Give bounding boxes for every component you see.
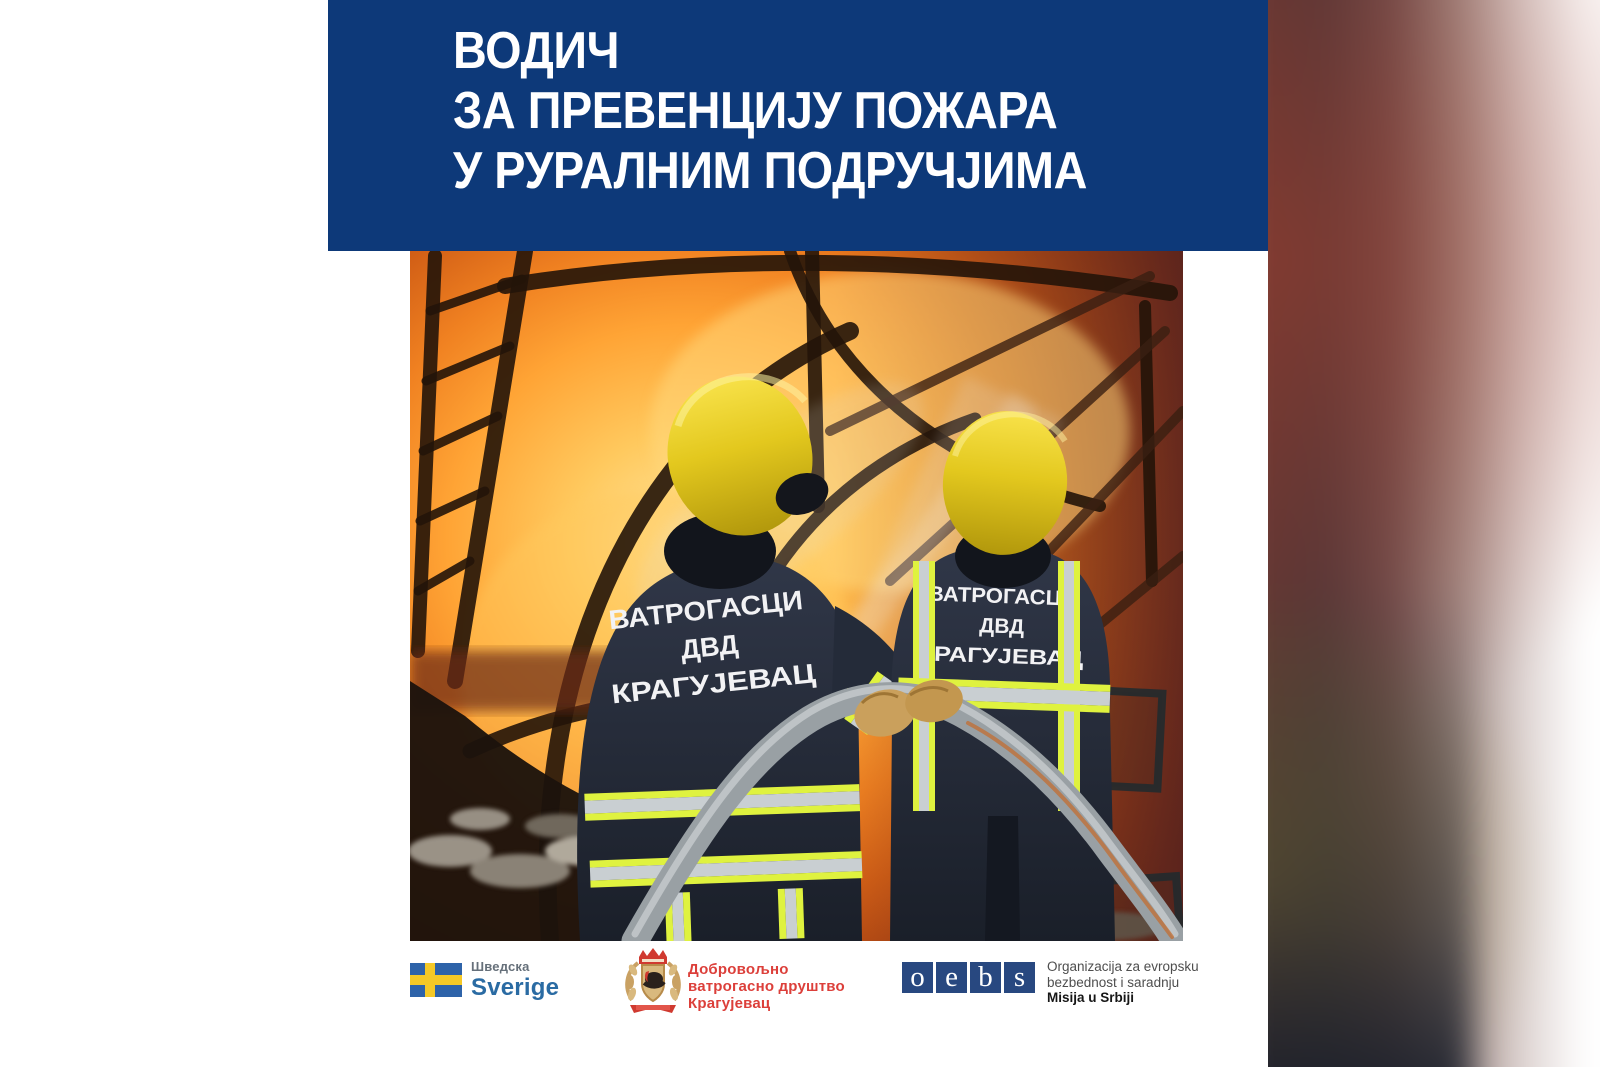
jacket-text-left-1: ВАТРОГАСЦИ [607, 586, 792, 636]
oebs-letter-b: b [970, 962, 1001, 993]
oebs-logo-text [1047, 959, 1199, 1006]
oebs-letter-s: s [1004, 962, 1035, 993]
fire-scene [410, 251, 1183, 941]
sweden-label-cyrillic: Шведска [471, 959, 530, 974]
oebs-letter-o: o [902, 962, 933, 993]
oebs-text-line-2: bezbednost i saradnju [1047, 974, 1180, 990]
jacket-text-left-3: КРАГУЈЕВАЦ [609, 661, 787, 710]
title-line-1: ВОДИЧ [453, 22, 620, 80]
oebs-text-line-3: Misija u Srbiji [1047, 990, 1135, 1005]
sweden-wordmark: Sverige [471, 974, 560, 1001]
blurred-background-left [0, 0, 365, 1067]
title-line-2: ЗА ПРЕВЕНЦИЈУ ПОЖАРА [453, 82, 1058, 140]
sweden-flag-cross-horizontal [410, 975, 462, 985]
title-line-3: У РУРАЛНИМ ПОДРУЧЈИМА [453, 142, 1087, 200]
jacket-text-right-3: КРАГУЈЕВАЦ [917, 642, 1055, 670]
sweden-logo [471, 959, 559, 1002]
jacket-text-left-2: ДВД [679, 629, 740, 665]
page-title [453, 21, 1157, 201]
oebs-wordmark [902, 962, 1038, 993]
dvd-text-line-1: Добровољно [688, 961, 789, 978]
oebs-letter-e: e [936, 962, 967, 993]
title-banner [328, 0, 1268, 251]
cover-panel [328, 0, 1268, 1067]
blurred-background-right [1235, 0, 1600, 1067]
dvd-text-line-2: ватрогасно друштво [688, 978, 845, 995]
jacket-text-right-1: ВАТРОГАСЦИ [927, 582, 1071, 611]
dvd-crest-icon [619, 948, 687, 1020]
cover-photo [410, 251, 1183, 941]
sweden-flag [410, 963, 462, 997]
dvd-logo-text [688, 961, 845, 1012]
oebs-text-line-1: Organizacija za evropsku [1047, 959, 1199, 974]
jacket-text-right-2: ДВД [979, 614, 1025, 639]
dvd-text-line-3: Крагујевац [688, 995, 771, 1012]
